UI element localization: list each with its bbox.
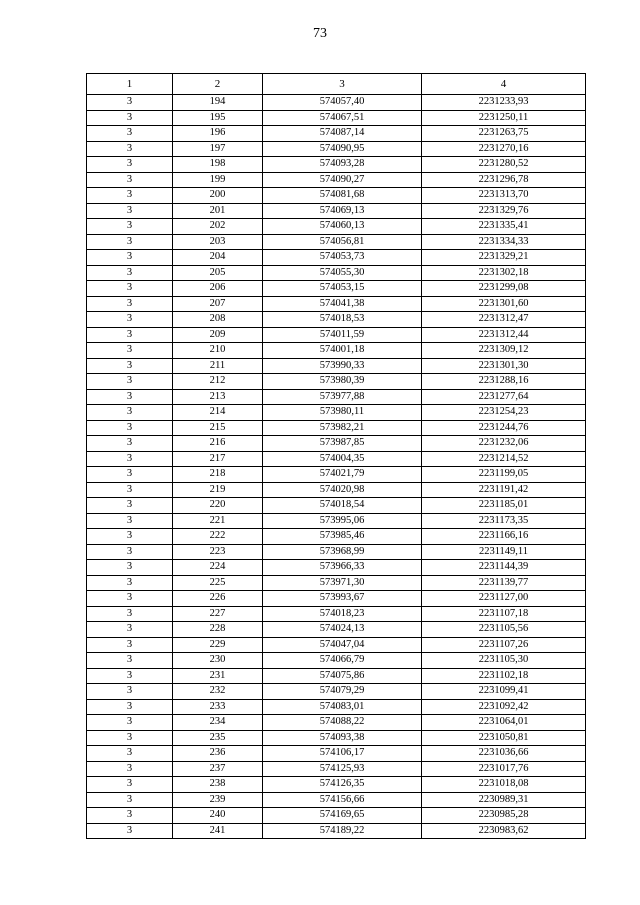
table-row [87,761,586,777]
table-row [87,126,586,142]
table-row [87,110,586,126]
table-cell: 2231299,08 [422,281,586,297]
table-cell: 574021,79 [263,467,422,483]
table-cell: 3 [87,529,173,545]
table-cell: 574189,22 [263,823,422,839]
column-header: 4 [422,74,586,95]
table-cell: 3 [87,265,173,281]
table-cell: 3 [87,141,173,157]
table-row [87,141,586,157]
table-cell: 3 [87,374,173,390]
table-cell: 3 [87,436,173,452]
table-cell: 573987,85 [263,436,422,452]
table-row [87,358,586,374]
table-cell: 3 [87,203,173,219]
table-cell: 2231018,08 [422,777,586,793]
table-cell: 573968,99 [263,544,422,560]
table-cell: 230 [173,653,263,669]
table-row [87,746,586,762]
table-cell: 219 [173,482,263,498]
table-cell: 3 [87,126,173,142]
table-cell: 573980,39 [263,374,422,390]
table-cell: 2231144,39 [422,560,586,576]
table-cell: 574024,13 [263,622,422,638]
table-cell: 231 [173,668,263,684]
table-row [87,420,586,436]
table-cell: 574053,15 [263,281,422,297]
table-row [87,684,586,700]
table-cell: 2230989,31 [422,792,586,808]
table-cell: 3 [87,343,173,359]
table-cell: 3 [87,451,173,467]
table-cell: 2231288,16 [422,374,586,390]
table-cell: 574055,30 [263,265,422,281]
table-row [87,281,586,297]
table-cell: 215 [173,420,263,436]
table-cell: 2231232,06 [422,436,586,452]
table-row [87,405,586,421]
table-cell: 574083,01 [263,699,422,715]
table-row [87,668,586,684]
table-row [87,234,586,250]
table-cell: 2231296,78 [422,172,586,188]
table-cell: 3 [87,653,173,669]
table-cell: 3 [87,715,173,731]
table-row [87,575,586,591]
table-cell: 221 [173,513,263,529]
table-row [87,203,586,219]
table-cell: 229 [173,637,263,653]
table-body [87,95,586,839]
table-cell: 2231099,41 [422,684,586,700]
table-cell: 2231244,76 [422,420,586,436]
table-cell: 3 [87,606,173,622]
table-cell: 2231191,42 [422,482,586,498]
table-row [87,544,586,560]
table-cell: 2231263,75 [422,126,586,142]
table-cell: 235 [173,730,263,746]
table-row [87,482,586,498]
table-cell: 2231313,70 [422,188,586,204]
table-cell: 574081,68 [263,188,422,204]
table-cell: 3 [87,777,173,793]
table-cell: 225 [173,575,263,591]
table-row [87,808,586,824]
table-cell: 574060,13 [263,219,422,235]
table-row [87,343,586,359]
table-cell: 3 [87,172,173,188]
table-cell: 574067,51 [263,110,422,126]
table-cell: 211 [173,358,263,374]
table-cell: 574126,35 [263,777,422,793]
table-row [87,436,586,452]
table-cell: 574106,17 [263,746,422,762]
table-cell: 216 [173,436,263,452]
table-cell: 2231277,64 [422,389,586,405]
table-cell: 202 [173,219,263,235]
table-cell: 223 [173,544,263,560]
table-cell: 2231250,11 [422,110,586,126]
table-cell: 2231233,93 [422,95,586,111]
table-cell: 234 [173,715,263,731]
table-cell: 212 [173,374,263,390]
table-cell: 3 [87,823,173,839]
table-cell: 198 [173,157,263,173]
column-header: 3 [263,74,422,95]
table-cell: 2231107,18 [422,606,586,622]
table-cell: 2231302,18 [422,265,586,281]
table-cell: 3 [87,761,173,777]
table-cell: 2231312,44 [422,327,586,343]
table-cell: 574018,54 [263,498,422,514]
table-row [87,95,586,111]
table-row [87,637,586,653]
table-cell: 3 [87,498,173,514]
table-cell: 3 [87,234,173,250]
table-cell: 2231036,66 [422,746,586,762]
table-cell: 3 [87,808,173,824]
table-cell: 2231107,26 [422,637,586,653]
table-cell: 208 [173,312,263,328]
table-cell: 222 [173,529,263,545]
table-cell: 2231017,76 [422,761,586,777]
table-cell: 3 [87,591,173,607]
table-cell: 217 [173,451,263,467]
table-cell: 233 [173,699,263,715]
table-cell: 201 [173,203,263,219]
table-cell: 2231280,52 [422,157,586,173]
table-cell: 199 [173,172,263,188]
table-cell: 220 [173,498,263,514]
table-row [87,451,586,467]
table-cell: 2231270,16 [422,141,586,157]
table-cell: 573980,11 [263,405,422,421]
table-cell: 207 [173,296,263,312]
table-cell: 3 [87,699,173,715]
table-row [87,730,586,746]
table-cell: 574001,18 [263,343,422,359]
table-row [87,622,586,638]
table-row [87,606,586,622]
table-row [87,374,586,390]
table-cell: 573990,33 [263,358,422,374]
column-header: 1 [87,74,173,95]
table-cell: 3 [87,420,173,436]
table-cell: 2231329,76 [422,203,586,219]
table-row [87,389,586,405]
table-row [87,219,586,235]
table-row [87,265,586,281]
table-cell: 573993,67 [263,591,422,607]
table-cell: 203 [173,234,263,250]
table-cell: 3 [87,157,173,173]
table-row [87,591,586,607]
table-cell: 3 [87,188,173,204]
table-cell: 2231185,01 [422,498,586,514]
table-cell: 574093,28 [263,157,422,173]
table-cell: 574004,35 [263,451,422,467]
table-cell: 226 [173,591,263,607]
table-cell: 574069,13 [263,203,422,219]
table-cell: 2231127,00 [422,591,586,607]
page-number: 73 [313,26,327,41]
table-cell: 574020,98 [263,482,422,498]
table-cell: 3 [87,281,173,297]
table-cell: 236 [173,746,263,762]
table-cell: 2231166,16 [422,529,586,545]
table-cell: 3 [87,792,173,808]
table-cell: 2231092,42 [422,699,586,715]
table-cell: 2231173,35 [422,513,586,529]
table-cell: 241 [173,823,263,839]
table-cell: 574018,23 [263,606,422,622]
table-row [87,250,586,266]
table-cell: 3 [87,575,173,591]
table-cell: 574090,95 [263,141,422,157]
table-cell: 2231214,52 [422,451,586,467]
table-cell: 3 [87,405,173,421]
table-cell: 3 [87,95,173,111]
table-cell: 2231312,47 [422,312,586,328]
table-cell: 2231329,21 [422,250,586,266]
table-cell: 3 [87,684,173,700]
table-row [87,529,586,545]
table-cell: 206 [173,281,263,297]
table-row [87,296,586,312]
table-cell: 3 [87,358,173,374]
table-cell: 218 [173,467,263,483]
table-row [87,792,586,808]
table-row [87,467,586,483]
table-cell: 573966,33 [263,560,422,576]
table-cell: 2231309,12 [422,343,586,359]
table-cell: 3 [87,389,173,405]
table-cell: 194 [173,95,263,111]
table-cell: 2231149,11 [422,544,586,560]
table-cell: 213 [173,389,263,405]
table-cell: 3 [87,622,173,638]
table-cell: 573985,46 [263,529,422,545]
table-cell: 3 [87,250,173,266]
table-cell: 2231139,77 [422,575,586,591]
table-cell: 2231064,01 [422,715,586,731]
table-row [87,498,586,514]
table-cell: 214 [173,405,263,421]
table-header-row [87,74,586,95]
table-cell: 224 [173,560,263,576]
table-row [87,715,586,731]
table-cell: 3 [87,296,173,312]
table-cell: 3 [87,513,173,529]
table-cell: 574079,29 [263,684,422,700]
table-cell: 195 [173,110,263,126]
table-cell: 2231334,33 [422,234,586,250]
table-cell: 573977,88 [263,389,422,405]
table-cell: 574053,73 [263,250,422,266]
table-cell: 2231050,81 [422,730,586,746]
table-cell: 197 [173,141,263,157]
table-cell: 204 [173,250,263,266]
table-cell: 2230983,62 [422,823,586,839]
table-cell: 2231254,23 [422,405,586,421]
table-cell: 200 [173,188,263,204]
table-cell: 574056,81 [263,234,422,250]
table-cell: 3 [87,327,173,343]
table-cell: 3 [87,730,173,746]
table-cell: 574041,38 [263,296,422,312]
table-cell: 2231301,30 [422,358,586,374]
table-cell: 2230985,28 [422,808,586,824]
table-cell: 3 [87,544,173,560]
table-cell: 239 [173,792,263,808]
table-cell: 574047,04 [263,637,422,653]
table-cell: 2231335,41 [422,219,586,235]
table-cell: 2231105,56 [422,622,586,638]
table-row [87,560,586,576]
table-cell: 3 [87,668,173,684]
table-cell: 574011,59 [263,327,422,343]
table-cell: 3 [87,219,173,235]
table-cell: 209 [173,327,263,343]
table-cell: 227 [173,606,263,622]
table-row [87,823,586,839]
table-row [87,699,586,715]
table-row [87,513,586,529]
table-cell: 3 [87,560,173,576]
column-header: 2 [173,74,263,95]
table-cell: 3 [87,110,173,126]
table-cell: 210 [173,343,263,359]
table-cell: 2231199,05 [422,467,586,483]
table-cell: 3 [87,312,173,328]
table-cell: 574088,22 [263,715,422,731]
table-cell: 2231102,18 [422,668,586,684]
table-cell: 196 [173,126,263,142]
table-row [87,157,586,173]
table-cell: 574169,65 [263,808,422,824]
coordinates-table [86,73,586,839]
table-cell: 240 [173,808,263,824]
table-cell: 205 [173,265,263,281]
table-cell: 238 [173,777,263,793]
table-cell: 574018,53 [263,312,422,328]
table-cell: 574125,93 [263,761,422,777]
table-cell: 573995,06 [263,513,422,529]
table-row [87,312,586,328]
table-cell: 573982,21 [263,420,422,436]
table-cell: 228 [173,622,263,638]
table-cell: 3 [87,746,173,762]
table-cell: 574087,14 [263,126,422,142]
table-row [87,327,586,343]
table-cell: 574090,27 [263,172,422,188]
table-cell: 574093,38 [263,730,422,746]
table-cell: 3 [87,482,173,498]
table-cell: 3 [87,467,173,483]
table-cell: 3 [87,637,173,653]
table-cell: 574057,40 [263,95,422,111]
table-cell: 2231301,60 [422,296,586,312]
table-row [87,188,586,204]
table-cell: 573971,30 [263,575,422,591]
table-row [87,777,586,793]
table-cell: 574066,79 [263,653,422,669]
table-cell: 574156,66 [263,792,422,808]
table-row [87,172,586,188]
table-cell: 237 [173,761,263,777]
table-cell: 574075,86 [263,668,422,684]
table-row [87,653,586,669]
table-cell: 2231105,30 [422,653,586,669]
table-cell: 232 [173,684,263,700]
